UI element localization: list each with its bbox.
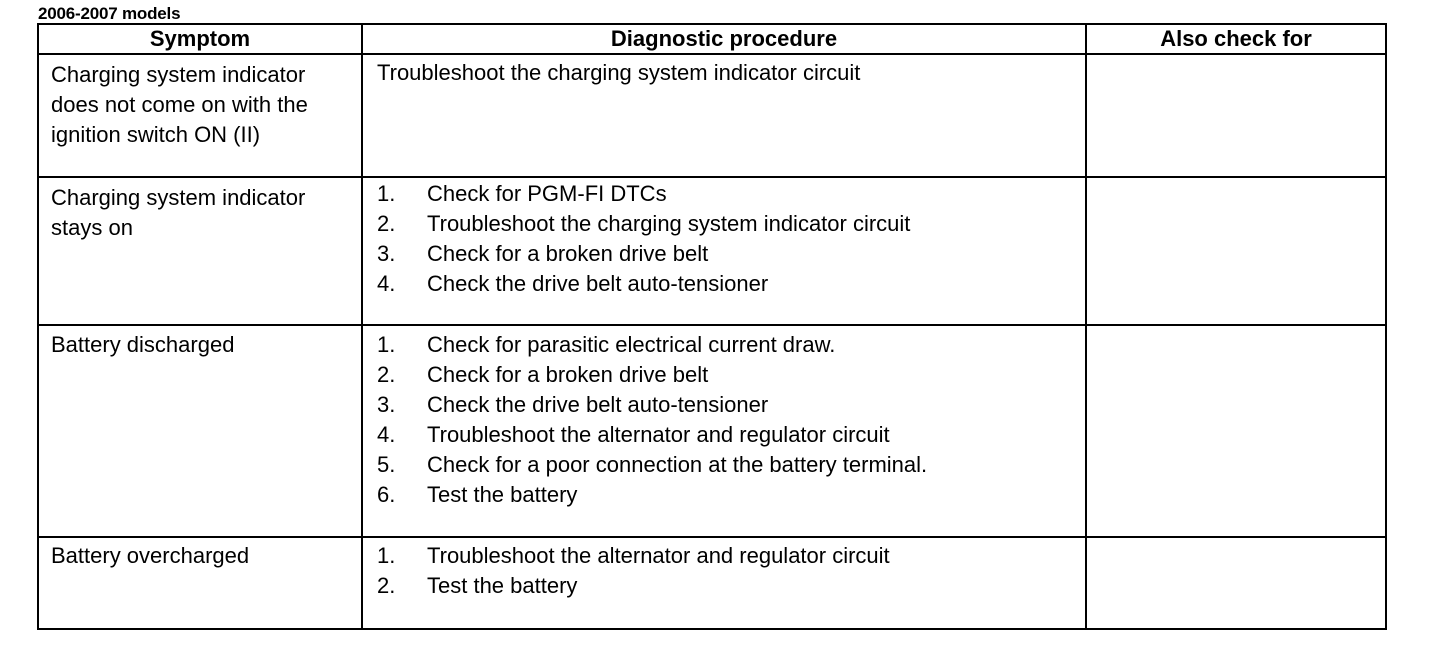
- procedure-cell: [362, 537, 1086, 629]
- diagnostic-table: [37, 23, 1387, 630]
- header-diagnostic-procedure: Diagnostic procedure: [362, 24, 1086, 54]
- step-number: 1.: [377, 332, 396, 357]
- step-text: Troubleshoot the alternator and regulator circuit: [427, 543, 890, 568]
- step-text: Troubleshoot the charging system indicator circuit: [427, 211, 911, 236]
- symptom-cell: Battery overcharged: [38, 537, 362, 629]
- procedure-steps: [377, 541, 1075, 601]
- symptom-cell: Charging system indicator does not come on with the ignition switch ON (II): [38, 54, 362, 177]
- procedure-step: [377, 330, 1075, 360]
- step-number: 4.: [377, 271, 396, 296]
- header-also-check-for: Also check for: [1086, 24, 1386, 54]
- procedure-step: [377, 360, 1075, 390]
- step-number: 6.: [377, 482, 396, 507]
- header-symptom: Symptom: [38, 24, 362, 54]
- table-row: [38, 177, 1386, 325]
- also-check-cell: [1086, 325, 1386, 537]
- step-text: Check for a poor connection at the battery terminal.: [427, 452, 928, 477]
- table-row: [38, 325, 1386, 537]
- procedure-cell: [362, 177, 1086, 325]
- step-text: Troubleshoot the alternator and regulator circuit: [427, 422, 890, 447]
- procedure-step: [377, 420, 1075, 450]
- step-text: Check for parasitic electrical current draw.: [427, 332, 836, 357]
- step-number: 1.: [377, 543, 396, 568]
- symptom-cell: Battery discharged: [38, 325, 362, 537]
- step-number: 1.: [377, 181, 396, 206]
- procedure-step: [377, 269, 1075, 299]
- procedure-cell: [362, 325, 1086, 537]
- step-number: 3.: [377, 241, 396, 266]
- procedure-step: [377, 209, 1075, 239]
- header-row: [38, 24, 1386, 54]
- procedure-step: [377, 571, 1075, 601]
- procedure-step: [377, 480, 1075, 510]
- procedure-step: [377, 450, 1075, 480]
- also-check-cell: [1086, 54, 1386, 177]
- step-number: 2.: [377, 573, 396, 598]
- step-text: Check the drive belt auto-tensioner: [427, 271, 769, 296]
- step-text: Check the drive belt auto-tensioner: [427, 392, 769, 417]
- procedure-step: [377, 239, 1075, 269]
- symptom-cell: Charging system indicator stays on: [38, 177, 362, 325]
- step-text: Test the battery: [427, 573, 578, 598]
- step-text: Check for a broken drive belt: [427, 241, 709, 266]
- procedure-step: [377, 179, 1075, 209]
- step-text: Test the battery: [427, 482, 578, 507]
- procedure-step: [377, 390, 1075, 420]
- procedure-steps: [377, 330, 1075, 510]
- step-text: Check for a broken drive belt: [427, 362, 709, 387]
- step-number: 2.: [377, 211, 396, 236]
- step-text: Check for PGM-FI DTCs: [427, 181, 667, 206]
- table-row: [38, 54, 1386, 177]
- also-check-cell: [1086, 537, 1386, 629]
- procedure-step: [377, 541, 1075, 571]
- also-check-cell: [1086, 177, 1386, 325]
- step-number: 2.: [377, 362, 396, 387]
- table-row: [38, 537, 1386, 629]
- procedure-steps: [377, 179, 1075, 299]
- table-caption: 2006-2007 models: [38, 4, 181, 23]
- procedure-cell: [362, 54, 1086, 177]
- step-number: 3.: [377, 392, 396, 417]
- procedure-text: Troubleshoot the charging system indicator circuit: [377, 60, 861, 85]
- step-number: 5.: [377, 452, 396, 477]
- step-number: 4.: [377, 422, 396, 447]
